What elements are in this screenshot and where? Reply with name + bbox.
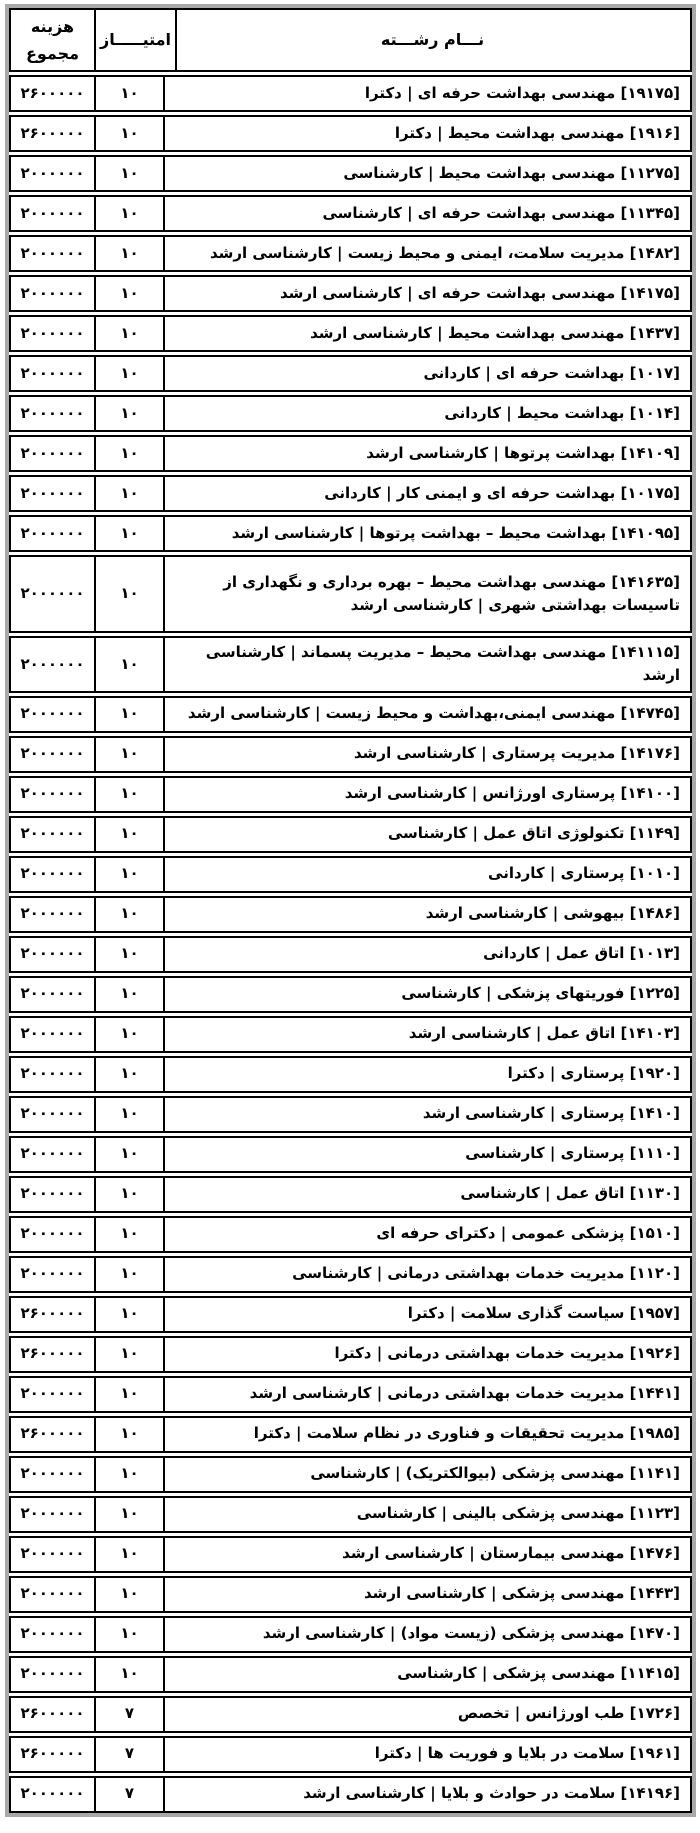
row-score: ۱۰ — [94, 1578, 165, 1611]
table-row — [9, 195, 692, 232]
row-field-name: [۱۰۱۷۵] بهداشت حرفه ای و ایمنی کار | کاردانی — [324, 483, 680, 502]
table-row — [9, 1536, 692, 1573]
row-cost: ۲۰۰۰۰۰۰ — [20, 1184, 85, 1203]
table-row — [9, 1296, 692, 1333]
row-score: ۱۰ — [94, 1498, 165, 1531]
row-score: ۱۰ — [94, 317, 165, 350]
row-score: ۱۰ — [94, 517, 165, 550]
row-field-name: [۱۴۱۰۹] بهداشت پرتوها | کارشناسی ارشد — [366, 443, 680, 462]
row-cost: ۲۰۰۰۰۰۰ — [20, 654, 85, 673]
row-field-name: [۱۱۲۳] مهندسی پزشکی بالینی | کارشناسی — [356, 1504, 680, 1523]
row-cost: ۲۰۰۰۰۰۰ — [20, 523, 85, 542]
row-field-name: [۱۱۳۴۵] مهندسی بهداشت حرفه ای | کارشناسی — [322, 203, 680, 222]
header-score: امتیـــــاز — [94, 10, 177, 70]
row-field-name: [۱۰۱۷] بهداشت حرفه ای | کاردانی — [423, 363, 680, 382]
table-row — [9, 856, 692, 893]
row-cost: ۲۰۰۰۰۰۰ — [20, 944, 85, 963]
table-row — [9, 816, 692, 853]
table-row — [9, 976, 692, 1013]
row-field-name: [۱۴۱۰] پرستاری | کارشناسی ارشد — [422, 1104, 680, 1123]
header-cost: هزینه مجموع — [25, 16, 80, 63]
table-row — [9, 1496, 692, 1533]
row-cost: ۲۰۰۰۰۰۰ — [20, 824, 85, 843]
row-score: ۱۰ — [94, 1298, 165, 1331]
row-score: ۱۰ — [94, 477, 165, 510]
row-field-name: [۱۱۳۰] اتاق عمل | کارشناسی — [460, 1184, 680, 1203]
row-cost: ۲۰۰۰۰۰۰ — [20, 1144, 85, 1163]
row-cost: ۲۶۰۰۰۰۰ — [20, 1304, 85, 1323]
table-row — [9, 776, 692, 813]
table-row — [9, 1696, 692, 1733]
row-score: ۱۰ — [94, 357, 165, 390]
row-score: ۱۰ — [94, 197, 165, 230]
table-row — [9, 1616, 692, 1653]
row-cost: ۲۰۰۰۰۰۰ — [20, 243, 85, 262]
table-row — [9, 1416, 692, 1453]
row-cost: ۲۰۰۰۰۰۰ — [20, 1464, 85, 1483]
row-field-name: [۱۵۱۰] پزشکی عمومی | دکترای حرفه ای — [376, 1224, 680, 1243]
row-score: ۱۰ — [94, 1018, 165, 1051]
row-score: ۱۰ — [94, 1338, 165, 1371]
row-field-name: [۱۴۱۰۳] اتاق عمل | کارشناسی ارشد — [408, 1024, 680, 1043]
row-field-name: [۱۱۴۹] تکنولوژی اتاق عمل | کارشناسی — [387, 824, 680, 843]
row-field-name: [۱۴۴۱] مدیریت خدمات بهداشتی درمانی | کارشناسی ارشد — [249, 1384, 680, 1403]
table-row — [9, 936, 692, 973]
row-field-name: [۱۹۱۷۵] مهندسی بهداشت حرفه ای | دکترا — [364, 83, 680, 102]
row-field-name: [۱۱۴۱] مهندسی پزشکی (بیوالکتریک) | کارشناسی — [310, 1464, 680, 1483]
row-cost: ۲۰۰۰۰۰۰ — [20, 403, 85, 422]
row-field-name: [۱۹۲۰] پرستاری | دکترا — [507, 1064, 680, 1083]
table-row — [9, 1256, 692, 1293]
row-cost: ۲۶۰۰۰۰۰ — [20, 1424, 85, 1443]
row-cost: ۲۰۰۰۰۰۰ — [20, 363, 85, 382]
row-field-name: [۱۱۴۱۵] مهندسی پزشکی | کارشناسی — [397, 1664, 680, 1683]
row-score: ۷ — [94, 1698, 165, 1731]
row-cost: ۲۰۰۰۰۰۰ — [20, 864, 85, 883]
row-score: ۱۰ — [94, 1098, 165, 1131]
table-row — [9, 696, 692, 733]
table-row — [9, 1736, 692, 1773]
table-row — [9, 275, 692, 312]
row-score: ۷ — [94, 1738, 165, 1771]
row-field-name: [۱۴۱۹۶] سلامت در حوادث و بلایا | کارشناسی ارشد — [303, 1784, 680, 1803]
row-score: ۱۰ — [94, 698, 165, 731]
row-cost: ۲۰۰۰۰۰۰ — [20, 1544, 85, 1563]
row-cost: ۲۰۰۰۰۰۰ — [20, 1224, 85, 1243]
row-cost: ۲۰۰۰۰۰۰ — [20, 443, 85, 462]
row-score: ۱۰ — [94, 778, 165, 811]
table-row — [9, 75, 692, 112]
table-row — [9, 1776, 692, 1813]
row-cost: ۲۶۰۰۰۰۰ — [20, 1344, 85, 1363]
row-field-name: [۱۹۶۱] سلامت در بلایا و فوریت ها | دکترا — [374, 1744, 680, 1763]
row-cost: ۲۰۰۰۰۰۰ — [20, 1104, 85, 1123]
table-row — [9, 515, 692, 552]
row-score: ۱۰ — [94, 277, 165, 310]
row-field-name: [۱۴۷۴۵] مهندسی ایمنی،بهداشت و محیط زیست | کارشناسی ارشد — [187, 704, 680, 723]
row-field-name: [۱۴۷۶] مهندسی بیمارستان | کارشناسی ارشد — [342, 1544, 680, 1563]
row-score: ۱۰ — [94, 858, 165, 891]
row-field-name: [۱۴۱۰۰] پرستاری اورژانس | کارشناسی ارشد — [344, 784, 680, 803]
row-field-name: [۱۹۸۵] مدیریت تحقیقات و فناوری در نظام سلامت | دکترا — [253, 1424, 680, 1443]
row-cost: ۲۰۰۰۰۰۰ — [20, 1264, 85, 1283]
row-field-name: [۱۴۱۱۱۵] مهندسی بهداشت محیط – مدیریت پسماند | کارشناسی ارشد — [205, 643, 680, 685]
row-field-name: [۱۴۳۷] مهندسی بهداشت محیط | کارشناسی ارشد — [310, 323, 680, 342]
table-row — [9, 315, 692, 352]
row-cost: ۲۰۰۰۰۰۰ — [20, 784, 85, 803]
table-row — [9, 1096, 692, 1133]
row-field-name: [۱۴۱۷۶] مدیریت پرستاری | کارشناسی ارشد — [354, 744, 680, 763]
row-score: ۱۰ — [94, 1618, 165, 1651]
table-row — [9, 636, 692, 693]
row-score: ۱۰ — [94, 738, 165, 771]
row-score: ۱۰ — [94, 1218, 165, 1251]
table-row — [9, 1576, 692, 1613]
row-field-name: [۱۷۲۶] طب اورژانس | تخصص — [457, 1704, 680, 1723]
row-score: ۱۰ — [94, 938, 165, 971]
row-score: ۱۰ — [94, 557, 165, 631]
row-score: ۱۰ — [94, 1178, 165, 1211]
row-score: ۱۰ — [94, 397, 165, 430]
row-field-name: [۱۹۱۶] مهندسی بهداشت محیط | دکترا — [394, 123, 680, 142]
row-cost: ۲۰۰۰۰۰۰ — [20, 163, 85, 182]
row-field-name: [۱۱۲۷۵] مهندسی بهداشت محیط | کارشناسی — [343, 163, 680, 182]
row-score: ۱۰ — [94, 1458, 165, 1491]
table-row — [9, 355, 692, 392]
row-field-name: [۱۴۸۶] بیهوشی | کارشناسی ارشد — [425, 904, 680, 923]
row-score: ۱۰ — [94, 638, 165, 691]
table-row — [9, 475, 692, 512]
table-row — [9, 896, 692, 933]
row-cost: ۲۰۰۰۰۰۰ — [20, 1504, 85, 1523]
table-row — [9, 435, 692, 472]
row-cost: ۲۰۰۰۰۰۰ — [20, 1584, 85, 1603]
row-score: ۱۰ — [94, 1418, 165, 1451]
row-cost: ۲۰۰۰۰۰۰ — [20, 1384, 85, 1403]
row-cost: ۲۶۰۰۰۰۰ — [20, 1704, 85, 1723]
row-score: ۱۰ — [94, 1258, 165, 1291]
row-field-name: [۱۹۵۷] سیاست گذاری سلامت | دکترا — [407, 1304, 680, 1323]
row-score: ۱۰ — [94, 818, 165, 851]
row-cost: ۲۰۰۰۰۰۰ — [20, 203, 85, 222]
row-score: ۱۰ — [94, 1138, 165, 1171]
row-field-name: [۱۰۱۳] اتاق عمل | کاردانی — [483, 944, 680, 963]
row-field-name: [۱۴۴۳] مهندسی پزشکی | کارشناسی ارشد — [363, 1584, 680, 1603]
row-cost: ۲۰۰۰۰۰۰ — [20, 283, 85, 302]
row-field-name: [۱۱۱۰] پرستاری | کارشناسی — [465, 1144, 680, 1163]
row-field-name: [۱۲۲۵] فوریتهای پزشکی | کارشناسی — [401, 984, 680, 1003]
row-field-name: [۱۹۲۶] مدیریت خدمات بهداشتی درمانی | دکترا — [334, 1344, 680, 1363]
row-field-name: [۱۰۱۴] بهداشت محیط | کاردانی — [444, 403, 680, 422]
table-row — [9, 1176, 692, 1213]
row-score: ۱۰ — [94, 1058, 165, 1091]
table-row — [9, 115, 692, 152]
table-row — [9, 555, 692, 633]
table-row — [9, 1456, 692, 1493]
table-header — [9, 8, 692, 72]
table-row — [9, 395, 692, 432]
row-score: ۱۰ — [94, 1378, 165, 1411]
row-cost: ۲۰۰۰۰۰۰ — [20, 323, 85, 342]
row-field-name: [۱۰۱۰] پرستاری | کاردانی — [488, 864, 680, 883]
row-score: ۱۰ — [94, 77, 165, 110]
row-field-name: [۱۴۸۲] مدیریت سلامت، ایمنی و محیط زیست | کارشناسی ارشد — [209, 243, 680, 262]
row-cost: ۲۶۰۰۰۰۰ — [20, 83, 85, 102]
row-score: ۷ — [94, 1778, 165, 1811]
row-cost: ۲۰۰۰۰۰۰ — [20, 1024, 85, 1043]
table-row — [9, 736, 692, 773]
table-row — [9, 1216, 692, 1253]
row-field-name: [۱۱۲۰] مدیریت خدمات بهداشتی درمانی | کارشناسی — [292, 1264, 680, 1283]
row-score: ۱۰ — [94, 1658, 165, 1691]
table-row — [9, 1376, 692, 1413]
row-cost: ۲۰۰۰۰۰۰ — [20, 1624, 85, 1643]
row-cost: ۲۰۰۰۰۰۰ — [20, 1664, 85, 1683]
row-field-name: [۱۴۱۶۳۵] مهندسی بهداشت محیط – بهره برداری و نگهداری از تاسیسات بهداشتی شهری | کارشناسی ارشد — [223, 572, 680, 614]
header-name: نـــام رشـــته — [380, 30, 485, 50]
table-row — [9, 1016, 692, 1053]
table-row — [9, 1136, 692, 1173]
row-cost: ۲۰۰۰۰۰۰ — [20, 744, 85, 763]
row-cost: ۲۰۰۰۰۰۰ — [20, 584, 85, 603]
row-score: ۱۰ — [94, 978, 165, 1011]
row-cost: ۲۶۰۰۰۰۰ — [20, 123, 85, 142]
table-row — [9, 235, 692, 272]
row-field-name: [۱۴۱۰۹۵] بهداشت محیط – بهداشت پرتوها | کارشناسی ارشد — [231, 523, 680, 542]
row-cost: ۲۰۰۰۰۰۰ — [20, 984, 85, 1003]
table-row — [9, 1656, 692, 1693]
row-cost: ۲۶۰۰۰۰۰ — [20, 1744, 85, 1763]
row-score: ۱۰ — [94, 1538, 165, 1571]
table-body — [9, 75, 692, 1813]
table-row — [9, 155, 692, 192]
row-field-name: [۱۴۱۷۵] مهندسی بهداشت حرفه ای | کارشناسی ارشد — [280, 283, 680, 302]
row-field-name: [۱۴۷۰] مهندسی پزشکی (زیست مواد) | کارشناسی ارشد — [262, 1624, 680, 1643]
row-score: ۱۰ — [94, 237, 165, 270]
row-score: ۱۰ — [94, 117, 165, 150]
row-score: ۱۰ — [94, 898, 165, 931]
row-cost: ۲۰۰۰۰۰۰ — [20, 483, 85, 502]
row-cost: ۲۰۰۰۰۰۰ — [20, 904, 85, 923]
fee-table — [5, 4, 696, 1817]
table-row — [9, 1336, 692, 1373]
row-score: ۱۰ — [94, 157, 165, 190]
table-row — [9, 1056, 692, 1093]
row-score: ۱۰ — [94, 437, 165, 470]
row-cost: ۲۰۰۰۰۰۰ — [20, 1784, 85, 1803]
row-cost: ۲۰۰۰۰۰۰ — [20, 1064, 85, 1083]
row-cost: ۲۰۰۰۰۰۰ — [20, 704, 85, 723]
